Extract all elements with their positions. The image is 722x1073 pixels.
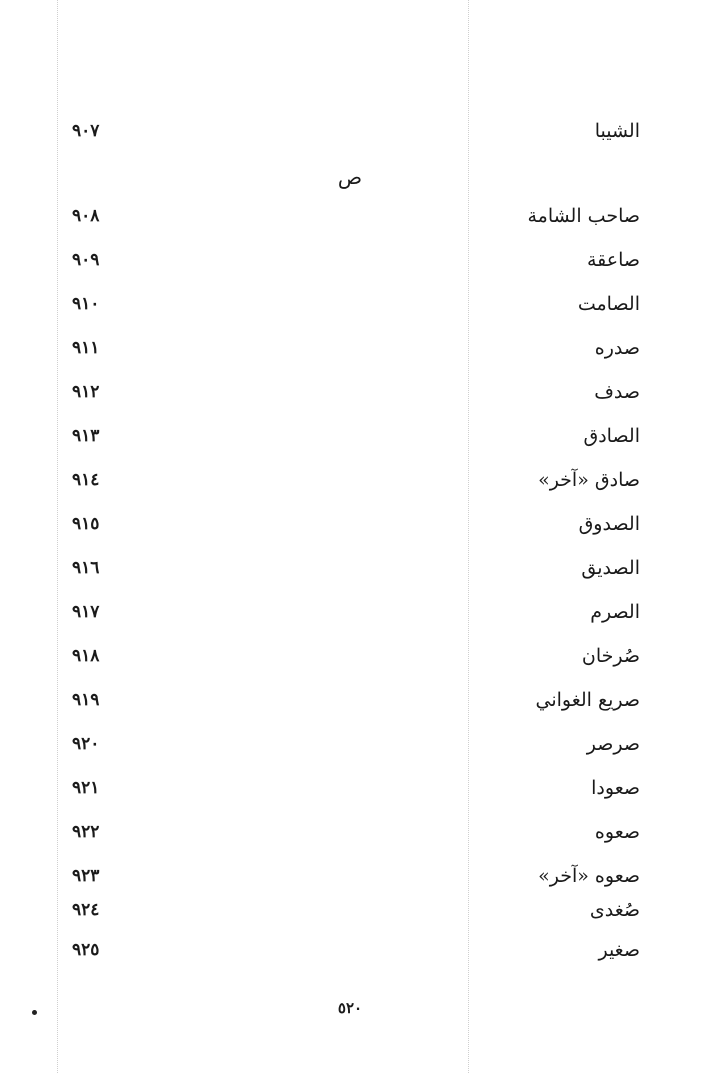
section-heading-letter: ص [337, 165, 363, 189]
margin-guide-line [57, 0, 58, 1073]
entry-name: الصادق [583, 425, 640, 447]
entry-number: ٩٢٠ [72, 734, 100, 754]
index-entry [60, 729, 640, 769]
entry-name: صغير [598, 939, 640, 961]
index-entry [60, 245, 640, 285]
entry-number: ٩٢٥ [72, 940, 100, 960]
index-entry [60, 935, 640, 975]
entry-name: صدف [594, 381, 640, 403]
entry-number: ٩٠٩ [72, 250, 100, 270]
entry-number: ٩٢٤ [72, 900, 100, 920]
entry-number: ٩٢٢ [72, 822, 100, 842]
index-entry [60, 421, 640, 461]
entry-name: الصديق [581, 557, 640, 579]
entry-name: صعوه [594, 821, 640, 843]
entry-number: ٩٢٣ [72, 866, 100, 886]
entry-number: ٩١٥ [72, 514, 100, 534]
index-entry [60, 597, 640, 637]
index-entry [60, 377, 640, 417]
entry-number: ٩٢١ [72, 778, 100, 798]
index-entry [60, 553, 640, 593]
entry-number: ٩١٠ [72, 294, 100, 314]
entry-number: ٩١٤ [72, 470, 100, 490]
index-entry [60, 289, 640, 329]
index-entry [60, 116, 640, 156]
page-number: ٥٢٠ [337, 999, 363, 1017]
index-entry [60, 817, 640, 857]
entry-number: ٩١٢ [72, 382, 100, 402]
index-entry [60, 333, 640, 373]
entry-name: صريع الغواني [535, 689, 640, 711]
index-entry [60, 895, 640, 935]
entry-name: صادق «آخر» [538, 469, 640, 491]
entry-name: الصرم [590, 601, 640, 623]
entry-number: ٩١٦ [72, 558, 100, 578]
entry-number: ٩١٨ [72, 646, 100, 666]
entry-number: ٩٠٧ [72, 121, 100, 141]
entry-number: ٩١١ [72, 338, 100, 358]
index-entry [60, 685, 640, 725]
entry-name: صعوه «آخر» [538, 865, 640, 887]
entry-name: صاعقة [586, 249, 640, 271]
index-entry [60, 509, 640, 549]
entry-name: صرصر [586, 733, 640, 755]
entry-name: صُرخان [581, 645, 640, 667]
entry-name: الصدوق [578, 513, 640, 535]
entry-name: الشيبا [594, 120, 640, 142]
entry-number: ٩١٣ [72, 426, 100, 446]
index-entry [60, 773, 640, 813]
entry-number: ٩١٧ [72, 602, 100, 622]
index-entry [60, 641, 640, 681]
entry-name: صُغدى [589, 899, 640, 921]
entry-name: صاحب الشامة [527, 205, 640, 227]
entry-name: الصامت [577, 293, 640, 315]
scan-dot-mark [32, 1010, 37, 1015]
entry-number: ٩٠٨ [72, 206, 100, 226]
entry-number: ٩١٩ [72, 690, 100, 710]
index-entry [60, 465, 640, 505]
index-entry [60, 201, 640, 241]
entry-name: صعودا [591, 777, 640, 799]
entry-name: صدره [594, 337, 640, 359]
